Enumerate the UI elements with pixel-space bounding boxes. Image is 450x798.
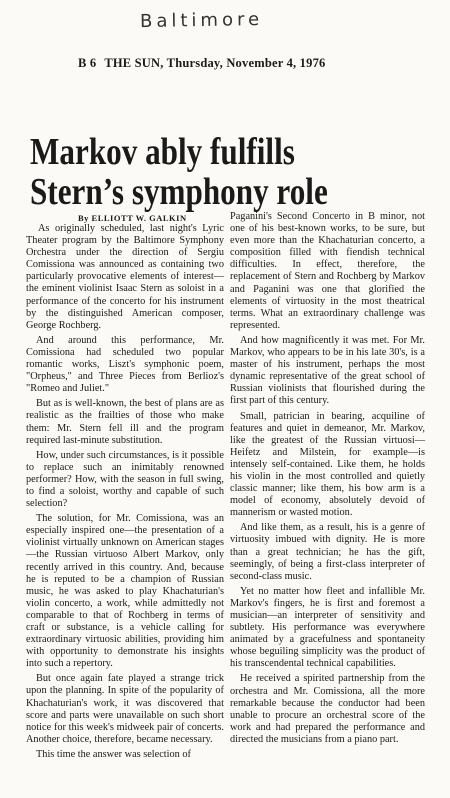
paragraph: The solution, for Mr. Comissiona, was an especially inspired one—the presentation of a violinist virtually unknown on American stages—the Russian virtuoso Albert Markov, only recently arrived in this country. And, because he is reputed to be a champion of Russian music, he was asked to play Khachaturian's violin concerto, a work, while admittedly not comparable to that of Rochberg in terms of craft or substance, is a vehicle calling for extraordinary virtuosic abilities, providing him with opportunity to demonstrate his insights into such a repertory. bbox=[26, 513, 224, 670]
paragraph: And like them, as a result, his is a genre of virtuosity imbued with dignity. He is more than a great technician; he has the gift, seemingly, of being a first-class interpreter of second-class music. bbox=[230, 522, 425, 582]
paper-date: THE SUN, Thursday, November 4, 1976 bbox=[104, 56, 326, 70]
paragraph: Paganini's Second Concerto in B minor, not one of his best-known works, to be sure, but even more than the Khachaturian concerto, a composition filled with fiendish technical difficulties. In effect, therefore, the replacement of Stern and Rochberg by Markov and Paganini was one that glorified the elements of virtuosity in the most theatrical terms. What an extraordinary challenge was represented. bbox=[230, 211, 425, 331]
paragraph: But as is well-known, the best of plans are as realistic as the frailties of those who make them: Mr. Stern fell ill and the program required last-minute substitution. bbox=[26, 398, 224, 446]
article-column-1 bbox=[26, 223, 224, 764]
paragraph: But once again fate played a strange trick upon the planning. In spite of the popularity of Khachaturian's work, it was discovered that score and parts were unavailable on such short notice for this week's midweek pair of concerts. Another choice, therefore, became necessary. bbox=[26, 673, 224, 745]
paragraph: And around this performance, Mr. Comissiona had scheduled two popular romantic works, Liszt's symphonic poem, "Orpheus," and Three Pieces from Berlioz's "Romeo and Juliet." bbox=[26, 334, 224, 395]
paragraph: This time the answer was selection of bbox=[36, 748, 191, 760]
handwritten-note: Baltimore bbox=[139, 8, 264, 33]
paragraph: Yet no matter how fleet and infallible Mr. Markov's fingers, he is first and foremost a musician—an interpreter of sensitivity and subtlety. His performance was everywhere animated by a gracefulness and spontaneity whose beguiling simplicity was the product of his transcendental technical capabilities. bbox=[230, 585, 425, 670]
article-column-2 bbox=[230, 211, 425, 749]
paragraph: Small, patrician in bearing, acquiline of features and quiet in demeanor, Mr. Markov, like the greatest of the Russian virtuosi—Heifetz and Milstein, for example—is intensely self-contained. Like them, he holds his violin in the most controlled and quietly classic manner; like them, his bow arm is a model of economy, absolutely devoid of mannerism or wasted motion. bbox=[230, 410, 425, 519]
headline bbox=[30, 132, 354, 212]
paragraph: As originally scheduled, last night's Lyric Theater program by the Baltimore Symphony Orchestra under the direction of Sergiu Comissiona was announced as containing two particularly provocative elements of interest—the eminent violinist Isaac Stern as soloist in a performance of the concerto for his instrument by the distinguished American composer, George Rochberg. bbox=[26, 223, 224, 331]
paragraph: How, under such circumstances, is it possible to replace such an inimitably renowned performer? How, with the season in full swing, to find a soloist, worthy and capable of such selection? bbox=[26, 449, 224, 510]
byline: By ELLIOTT W. GALKIN bbox=[78, 213, 187, 223]
headline-line-2: Stern’s symphony role bbox=[30, 171, 328, 213]
paragraph: And how magnificently it was met. For Mr. Markov, who appears to be in his late 30's, is a master of his instrument, perhaps the most dynamic representative of the great school of Russian violinists that flourished during the first part of this century. bbox=[230, 334, 425, 407]
page-number: B 6 bbox=[78, 56, 97, 70]
headline-line-1: Markov ably fulfills bbox=[30, 131, 295, 173]
dateline bbox=[78, 56, 325, 71]
paragraph: He received a spirited partnership from the orchestra and Mr. Comissiona, all the more remarkable because the conductor had been unable to procure an orchestral score of the work and had prepared the performance and directed the musicians from a piano part. bbox=[230, 673, 425, 745]
